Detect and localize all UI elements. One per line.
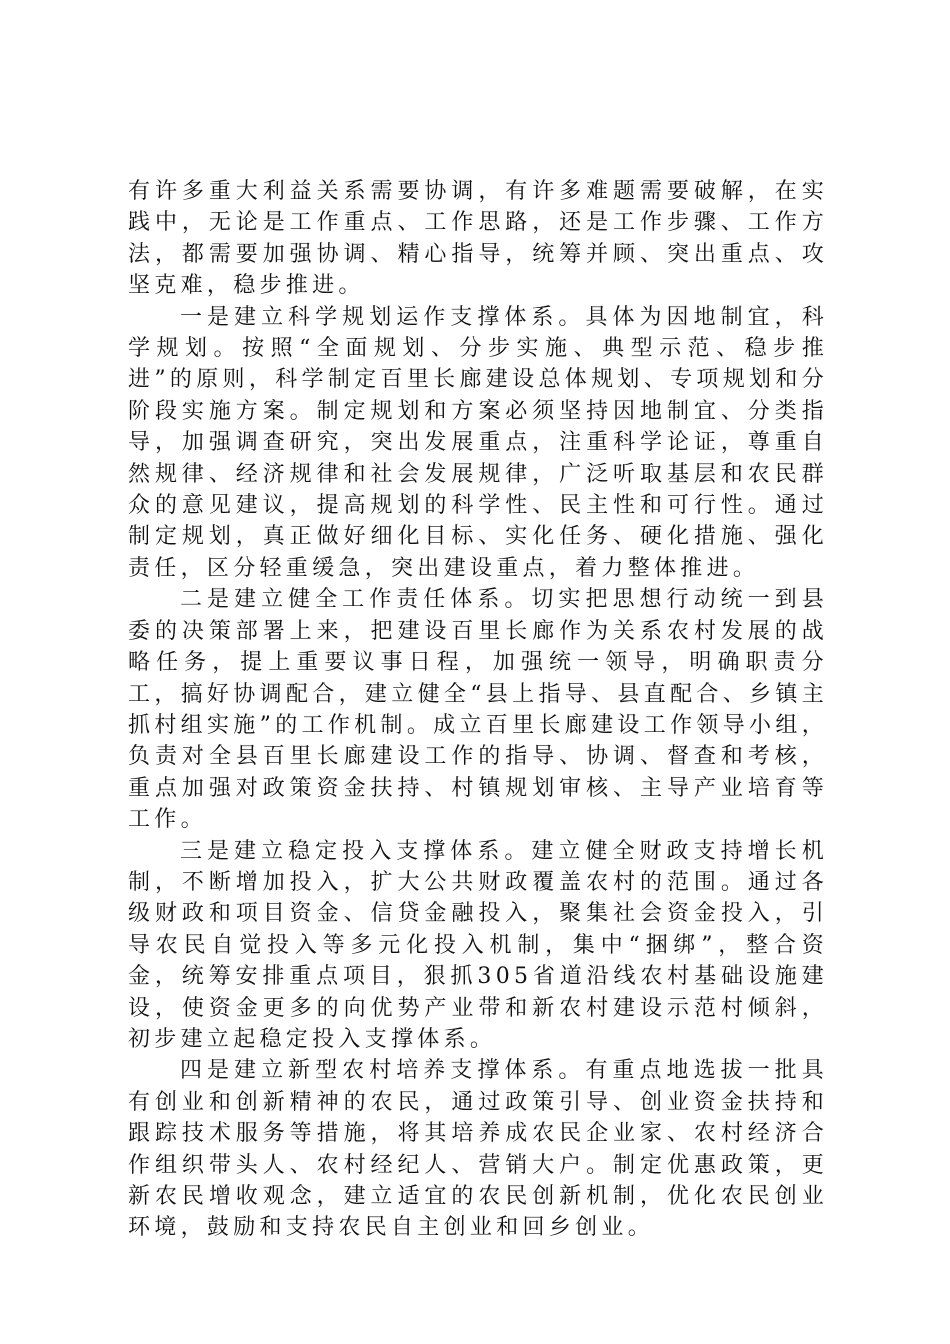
document-body (128, 176, 828, 1244)
paragraph-planning-system: 一是建立科学规划运作支撑体系。具体为因地制宜，科学规划。按照“全面规划、分步实施、典型示范、稳步推进”的原则，科学制定百里长廊建设总体规划、专项规划和分阶段实施方案。制定规划和方案必须坚持因地制宜、分类指导，加强调查研究，突出发展重点，注重科学论证，尊重自然规律、经济规律和社会发展规律，广泛听取基层和农民群众的意见建议，提高规划的科学性、民主性和可行性。通过制定规划，真正做好细化目标、实化任务、硬化措施、强化责任，区分轻重缓急，突出建设重点，着力整体推进。 (128, 304, 828, 581)
paragraph-responsibility-system: 二是建立健全工作责任体系。切实把思想行动统一到县委的决策部署上来，把建设百里长廊作为关系农村发展的战略任务，提上重要议事日程，加强统一领导，明确职责分工，搞好协调配合，建立健全“县上指导、县直配合、乡镇主抓村组实施”的工作机制。成立百里长廊建设工作领导小组，负责对全县百里长廊建设工作的指导、协调、督查和考核，重点加强对政策资金扶持、村镇规划审核、主导产业培育等工作。 (128, 587, 828, 833)
paragraph-farmer-training-system: 四是建立新型农村培养支撑体系。有重点地选拔一批具有创业和创新精神的农民，通过政策引导、创业资金扶持和跟踪技术服务等措施，将其培养成农民企业家、农村经济合作组织带头人、农村经纪人、营销大户。制定优惠政策，更新农民增收观念，建立适宜的农民创新机制，优化农民创业环境，鼓励和支持农民自主创业和回乡创业。 (128, 1058, 828, 1241)
paragraph-continuation: 有许多重大利益关系需要协调，有许多难题需要破解，在实践中，无论是工作重点、工作思路，还是工作步骤、工作方法，都需要加强协调、精心指导，统筹并顾、突出重点、攻坚克难，稳步推进。 (128, 179, 828, 299)
paragraph-investment-system: 三是建立稳定投入支撑体系。建立健全财政支持增长机制，不断增加投入，扩大公共财政覆盖农村的范围。通过各级财政和项目资金、信贷金融投入，聚集社会资金投入，引导农民自觉投入等多元化投入机制，集中“捆绑”，整合资金，统筹安排重点项目，狠抓305省道沿线农村基础设施建设，使资金更多的向优势产业带和新农村建设示范村倾斜，初步建立起稳定投入支撑体系。 (128, 838, 828, 1052)
